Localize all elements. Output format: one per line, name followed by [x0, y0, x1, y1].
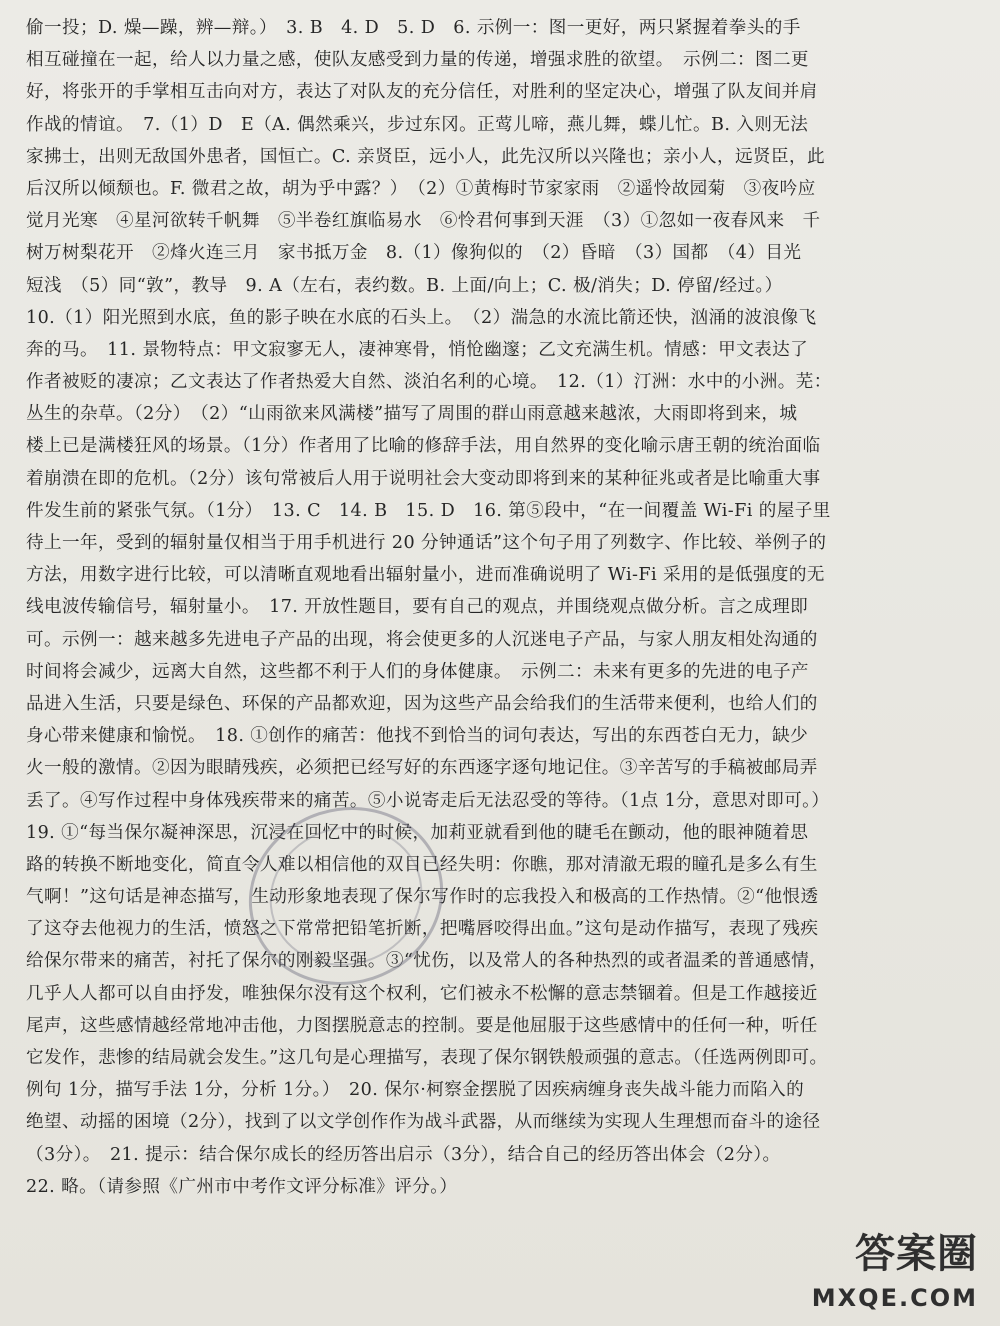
text-line: 几乎人人都可以自由抒发，唯独保尔没有这个权利，它们被永不松懈的意志禁锢着。但是工作越接近 — [26, 983, 818, 1004]
text-line: 身心带来健康和愉悦。 18. ①创作的痛苦：他找不到恰当的词句表达，写出的东西苍白无力，缺少 — [26, 726, 809, 747]
text-line: 给保尔带来的痛苦，衬托了保尔的刚毅坚强。③“忧伤，以及常人的各种热烈的或者温柔的普通感情， — [26, 951, 828, 972]
text-line: 方法，用数字进行比较，可以清晰直观地看出辐射量小，进而准确说明了 Wi-Fi 采用的是低强度的无 — [26, 565, 825, 586]
answer-text-block — [26, 12, 976, 1203]
text-line: 它发作，悲惨的结局就会发生。”这几句是心理描写，表现了保尔钢铁般顽强的意志。（任选两例即可。 — [26, 1048, 828, 1068]
text-line: 着崩溃在即的危机。（2分）该句常被后人用于说明社会大变动即将到来的某种征兆或者是比喻重大事 — [26, 468, 821, 489]
text-line: 家拂士，出则无敌国外患者，国恒亡。C. 亲贤臣，远小人，此先汉所以兴隆也；亲小人，远贤臣，此 — [26, 146, 825, 167]
text-line: 可。示例一：越来越多先进电子产品的出现，将会使更多的人沉迷电子产品，与家人朋友相处沟通的 — [26, 629, 818, 650]
text-line: 相互碰撞在一起，给人以力量之感，使队友感受到力量的传递，增强求胜的欲望。 示例二：图二更 — [26, 50, 809, 71]
text-line: 树万树梨花开 ②烽火连三月 家书抵万金 8.（1）像狗似的 （2）昏暗 （3）国都 （4）目光 — [26, 243, 802, 264]
text-line: 好，将张开的手掌相互击向对方，表达了对队友的充分信任，对胜利的坚定决心，增强了队友间并肩 — [26, 82, 818, 103]
text-line: 绝望、动摇的困境（2分），找到了以文学创作作为战斗武器，从而继续为实现人生理想而奋斗的途径 — [26, 1112, 821, 1133]
text-line: 短浅 （5）同“敦”，教导 9. A（左右，表约数。B. 上面/向上；C. 极/消失；D. 停留/经过。） — [26, 275, 783, 296]
text-line: 后汉所以倾颓也。F. 微君之故，胡为乎中露？） （2）①黄梅时节家家雨 ②遥怜故园菊 ③夜吟应 — [26, 178, 816, 199]
text-line: 10.（1）阳光照到水底，鱼的影子映在水底的石头上。 （2）湍急的水流比箭还快，汹涌的波浪像飞 — [26, 307, 817, 328]
text-line: 奔的马。 11. 景物特点：甲文寂寥无人，凄神寒骨，悄怆幽邃；乙文充满生机。情感：甲文表达了 — [26, 339, 809, 360]
text-line: 丢了。④写作过程中身体残疾带来的痛苦。⑤小说寄走后无法忍受的等待。（1点 1分，意思对即可。） — [26, 790, 830, 811]
text-line: 了这夺去他视力的生活，愤怒之下常常把铅笔折断，把嘴唇咬得出血。”这句是动作描写，表现了残疾 — [26, 919, 819, 940]
text-line: （3分）。 21. 提示：结合保尔成长的经历答出启示（3分），结合自己的经历答出体会（2分）。 — [26, 1144, 781, 1165]
text-line: 时间将会减少，远离大自然，这些都不利于人们的身体健康。 示例二：未来有更多的先进的电子产 — [26, 661, 809, 682]
text-line: 件发生前的紧张气氛。（1分） 13. C 14. B 15. D 16. 第⑤段中，“在一间覆盖 Wi-Fi 的屋子里 — [26, 500, 831, 521]
text-line: 偷一投；D. 燥—躁，辨—辩。） 3. B 4. D 5. D 6. 示例一：图一更好，两只紧握着拳头的手 — [26, 18, 801, 38]
text-line: 丛生的杂草。（2分） （2）“山雨欲来风满楼”描写了周围的群山雨意越来越浓，大雨即将到来，城 — [26, 404, 798, 425]
text-line: 线电波传输信号，辐射量小。 17. 开放性题目，要有自己的观点，并围绕观点做分析。言之成理即 — [26, 597, 809, 618]
watermark-domain: MXQE.COM — [811, 1284, 978, 1312]
site-watermark — [782, 1228, 982, 1312]
text-line: 22. 略。（请参照《广州市中考作文评分标准》评分。） — [26, 1176, 458, 1197]
text-line: 待上一年，受到的辐射量仅相当于用手机进行 20 分钟通话”这个句子用了列数字、作比较、举例子的 — [26, 533, 827, 553]
text-line: 作战的情谊。 7.（1）D E（A. 偶然乘兴，步过东冈。正莺儿啼，燕儿舞，蝶儿忙。B. 入则无法 — [26, 114, 809, 135]
text-line: 火一般的激情。②因为眼睛残疾，必须把已经写好的东西逐字逐句地记住。③辛苦写的手稿被邮局弄 — [26, 758, 818, 779]
text-line: 例句 1分，描写手法 1分，分析 1分。） 20. 保尔·柯察金摆脱了因疾病缠身丧失战斗能力而陷入的 — [26, 1080, 805, 1101]
text-line: 19. ①“每当保尔凝神深思，沉浸在回忆中的时候，加莉亚就看到他的睫毛在颤动，他的眼神随着思 — [26, 822, 809, 843]
text-line: 品进入生活，只要是绿色、环保的产品都欢迎，因为这些产品会给我们的生活带来便利，也给人们的 — [26, 693, 818, 714]
text-line: 尾声，这些感情越经常地冲击他，力图摆脱意志的控制。要是他屈服于这些感情中的任何一种，听任 — [26, 1015, 818, 1036]
text-line: 作者被贬的凄凉；乙文表达了作者热爱大自然、淡泊名利的心境。 12.（1）汀洲：水中的小洲。芜： — [26, 372, 832, 393]
text-line: 觉月光寒 ④星河欲转千帆舞 ⑤半卷红旗临易水 ⑥怜君何事到天涯 （3）①忽如一夜春风来 千 — [26, 211, 821, 232]
text-line: 路的转换不断地变化，简直令人难以相信他的双目已经失明：你瞧，那对清澈无瑕的瞳孔是多么有生 — [26, 854, 818, 875]
watermark-site-name: 答案圈 — [855, 1231, 978, 1277]
text-line: 楼上已是满楼狂风的场景。（1分）作者用了比喻的修辞手法，用自然界的变化喻示唐王朝的统治面临 — [26, 436, 821, 457]
text-line: 气啊！”这句话是神态描写，生动形象地表现了保尔写作时的忘我投入和极高的工作热情。②“他恨透 — [26, 887, 819, 908]
